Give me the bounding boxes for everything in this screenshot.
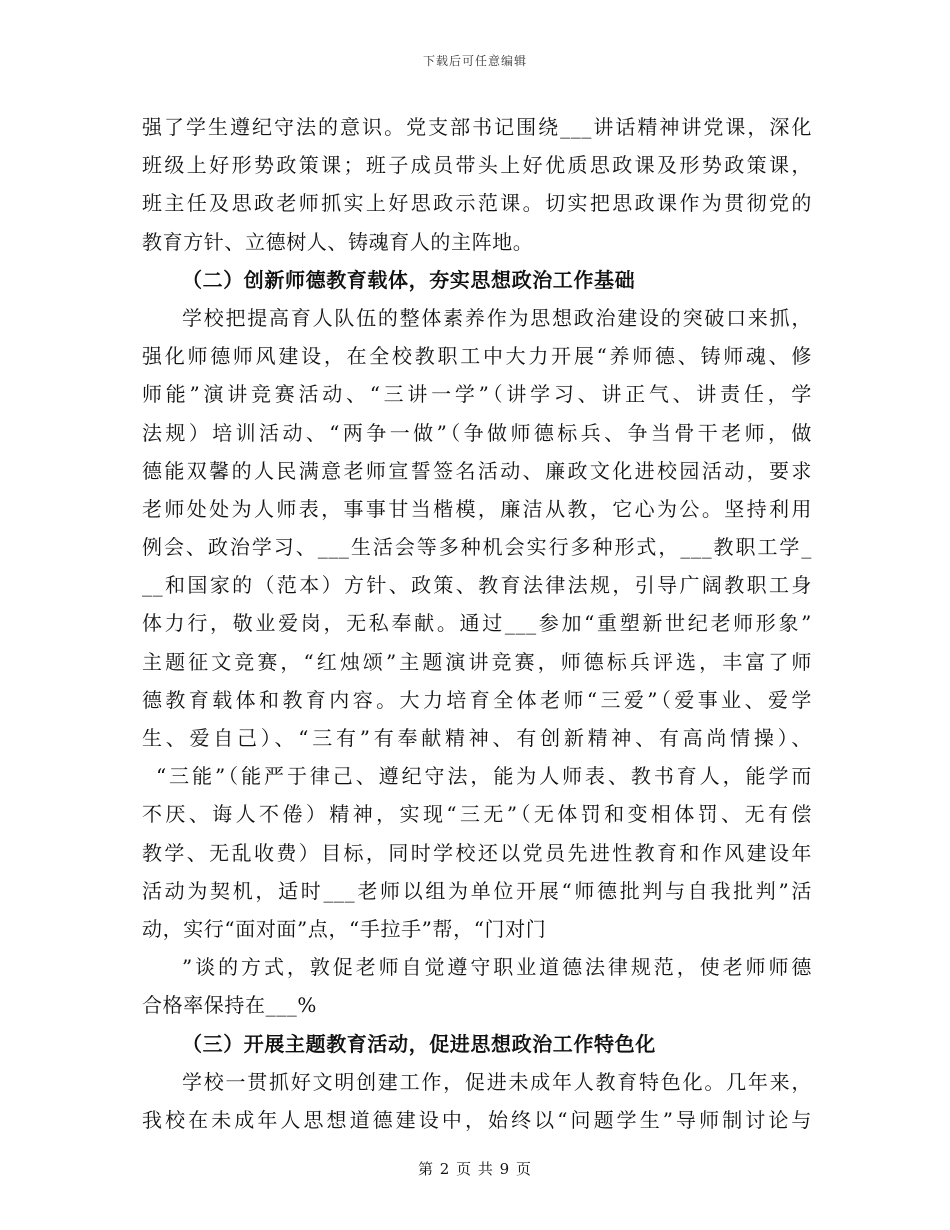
text-line: 不厌、诲人不倦）精神，实现“三无”（无体罚和变相体罚、无有偿 [142,802,812,827]
text-line: 学校一贯抓好文明创建工作，促进未成年人教育特色化。几年来， [182,1069,812,1094]
text-line: 动，实行“面对面”点，“手拉手”帮，“门对门 [142,916,547,941]
text-line: 强了学生遵纪守法的意识。党支部书记围绕___讲话精神讲党课，深化 [142,115,812,139]
text-line: 主题征文竞赛，“红烛颂”主题演讲竞赛，师德标兵评选，丰富了师 [142,649,812,674]
text-line: 例会、政治学习、___生活会等多种机会实行多种形式，___教职工学_ [142,535,812,560]
text-line: ”谈的方式，敦促老师自觉遵守职业道德法律规范，使老师师德 [182,955,812,980]
text-line: 法规）培训活动、“两争一做”（争做师德标兵、争当骨干老师，做 [142,420,812,445]
text-line: 体力行，敬业爱岗，无私奉献。通过___参加“重塑新世纪老师形象” [142,611,812,636]
section-heading-3: （三）开展主题教育活动，促进思想政治工作特色化 [182,1031,656,1056]
text-line: 教育方针、立德树人、铸魂育人的主阵地。 [142,229,534,254]
document-body [142,108,812,1139]
text-line: 学校把提高育人队伍的整体素养作为思想政治建设的突破口来抓， [182,305,812,330]
text-line: 强化师德师风建设，在全校教职工中大力开展“养师德、铸师魂、修 [142,344,812,369]
text-line: 德能双馨的人民满意老师宣誓签名活动、廉政文化进校园活动，要求 [142,458,812,483]
page-number: 第 2 页 共 9 页 [418,1160,532,1178]
text-line: __和国家的（范本）方针、政策、教育法律法规，引导广阔教职工身 [142,573,812,598]
text-line: “三能”（能严于律己、遵纪守法，能为人师表、教书育人，能学而 [156,764,812,789]
text-line: 活动为契机，适时___老师以组为单位开展“师德批判与自我批判”活 [142,878,812,903]
text-line: 德教育载体和教育内容。大力培育全体老师“三爱”（爱事业、爱学 [142,687,812,712]
text-line: 班主任及思政老师抓实上好思政示范课。切实把思政课作为贯彻党的 [142,191,812,216]
text-line: 合格率保持在___% [142,993,318,1018]
text-line: 班级上好形势政策课；班子成员带头上好优质思政课及形势政策课， [142,153,812,178]
text-line: 我校在未成年人思想道德建设中，始终以“问题学生”导师制讨论与 [142,1107,812,1132]
text-line: 教学、无乱收费）目标，同时学校还以党员先进性教育和作风建设年 [142,840,812,865]
text-line: 生、爱自己）、“三有”有奉献精神、有创新精神、有高尚情操）、 [142,726,812,750]
text-line: 师能”演讲竞赛活动、“三讲一学”（讲学习、讲正气、讲责任，学 [142,382,812,407]
text-line: 老师处处为人师表，事事甘当楷模，廉洁从教，它心为公。坚持利用 [142,496,812,521]
header-note: 下载后可任意编辑 [422,54,527,68]
section-heading-2: （二）创新师德教育载体，夯实思想政治工作基础 [182,267,636,292]
